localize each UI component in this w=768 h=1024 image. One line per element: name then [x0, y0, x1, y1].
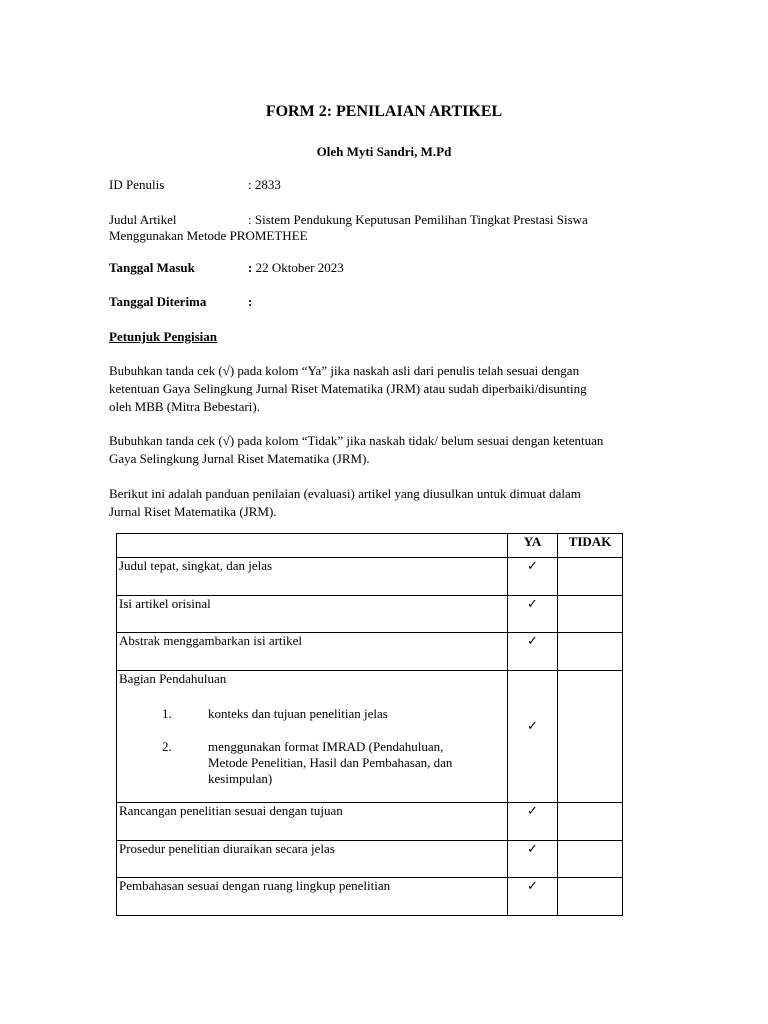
criteria-cell: Rancangan penelitian sesuai dengan tujuan: [117, 803, 508, 841]
id-penulis-label: ID Penulis: [109, 177, 165, 192]
pendahuluan-item-2-text-cont: kesimpulan): [208, 771, 273, 786]
petunjuk-paragraph-ya: [109, 362, 669, 416]
pendahuluan-title: Bagian Pendahuluan: [119, 671, 227, 686]
paragraph-line: Bubuhkan tanda cek (√) pada kolom “Tidak” jika naskah tidak/ belum sesuai dengan ketentuan: [109, 433, 604, 448]
tanggal-masuk-date: 22 Oktober 2023: [252, 260, 344, 275]
tidak-check-cell[interactable]: [558, 841, 623, 878]
tanggal-masuk-value: [248, 260, 344, 276]
criteria-cell: Abstrak menggambarkan isi artikel: [117, 633, 508, 671]
ya-check-cell[interactable]: ✓: [508, 558, 558, 596]
header-tidak: TIDAK: [558, 534, 623, 558]
table-row: [117, 878, 623, 916]
header-criteria-cell: [117, 534, 508, 558]
table-row-pendahuluan: [117, 671, 623, 803]
table-row: [117, 633, 623, 671]
paragraph-line: oleh MBB (Mitra Bebestari).: [109, 399, 260, 414]
ya-check-cell[interactable]: ✓: [508, 841, 558, 878]
ya-check-cell[interactable]: ✓: [508, 671, 558, 803]
tidak-check-cell[interactable]: [558, 596, 623, 633]
petunjuk-paragraph-panduan: [109, 485, 669, 521]
pendahuluan-item-1-text: konteks dan tujuan penelitian jelas: [208, 706, 388, 721]
tidak-check-cell[interactable]: [558, 878, 623, 916]
table-row: [117, 841, 623, 878]
form-author: Oleh Myti Sandri, M.Pd: [316, 144, 452, 159]
table-header-row: [117, 534, 623, 558]
paragraph-line: Berikut ini adalah panduan penilaian (evaluasi) artikel yang diusulkan untuk dimuat dalam: [109, 486, 581, 501]
criteria-cell: Isi artikel orisinal: [117, 596, 508, 633]
criteria-cell: Prosedur penelitian diuraikan secara jelas: [117, 841, 508, 878]
paragraph-line: Bubuhkan tanda cek (√) pada kolom “Ya” jika naskah asli dari penulis telah sesuai dengan: [109, 363, 580, 378]
paragraph-line: Jurnal Riset Matematika (JRM).: [109, 504, 277, 519]
pendahuluan-item-1-number: 1.: [162, 706, 172, 721]
header-ya: YA: [508, 534, 558, 558]
ya-check-cell[interactable]: ✓: [508, 596, 558, 633]
tidak-check-cell[interactable]: [558, 803, 623, 841]
pendahuluan-item-2-number: 2.: [162, 739, 172, 754]
pendahuluan-item-2-text: menggunakan format IMRAD (Pendahuluan,: [208, 739, 444, 754]
petunjuk-paragraph-tidak: [109, 432, 669, 468]
form-title: FORM 2: PENILAIAN ARTIKEL: [265, 103, 503, 120]
criteria-cell-pendahuluan: [117, 671, 508, 803]
id-penulis-value: : 2833: [248, 177, 281, 192]
ya-check-cell[interactable]: ✓: [508, 633, 558, 671]
petunjuk-heading: Petunjuk Pengisian: [109, 329, 217, 344]
table-row: [117, 803, 623, 841]
tidak-check-cell[interactable]: [558, 633, 623, 671]
tanggal-masuk-colon: :: [248, 260, 253, 275]
paragraph-line: ketentuan Gaya Selingkung Jurnal Riset Matematika (JRM) atau sudah diperbaiki/disunting: [109, 381, 587, 396]
judul-artikel-label: Judul Artikel: [109, 212, 177, 227]
tanggal-diterima-label: Tanggal Diterima: [109, 294, 207, 309]
criteria-cell: Pembahasan sesuai dengan ruang lingkup penelitian: [117, 878, 508, 916]
tidak-check-cell[interactable]: [558, 558, 623, 596]
evaluation-table: [116, 533, 623, 916]
tanggal-diterima-value: :: [248, 294, 253, 309]
table-row: [117, 558, 623, 596]
criteria-cell: Judul tepat, singkat, dan jelas: [117, 558, 508, 596]
tidak-check-cell[interactable]: [558, 671, 623, 803]
tanggal-masuk-label: Tanggal Masuk: [109, 260, 195, 275]
pendahuluan-item-2-text-cont: Metode Penelitian, Hasil dan Pembahasan, dan: [208, 755, 453, 770]
table-row: [117, 596, 623, 633]
judul-artikel-value: : Sistem Pendukung Keputusan Pemilihan Tingkat Prestasi Siswa: [248, 212, 588, 227]
ya-check-cell[interactable]: ✓: [508, 803, 558, 841]
ya-check-cell[interactable]: ✓: [508, 878, 558, 916]
judul-artikel-value-cont: Menggunakan Metode PROMETHEE: [109, 228, 308, 243]
paragraph-line: Gaya Selingkung Jurnal Riset Matematika (JRM).: [109, 451, 370, 466]
